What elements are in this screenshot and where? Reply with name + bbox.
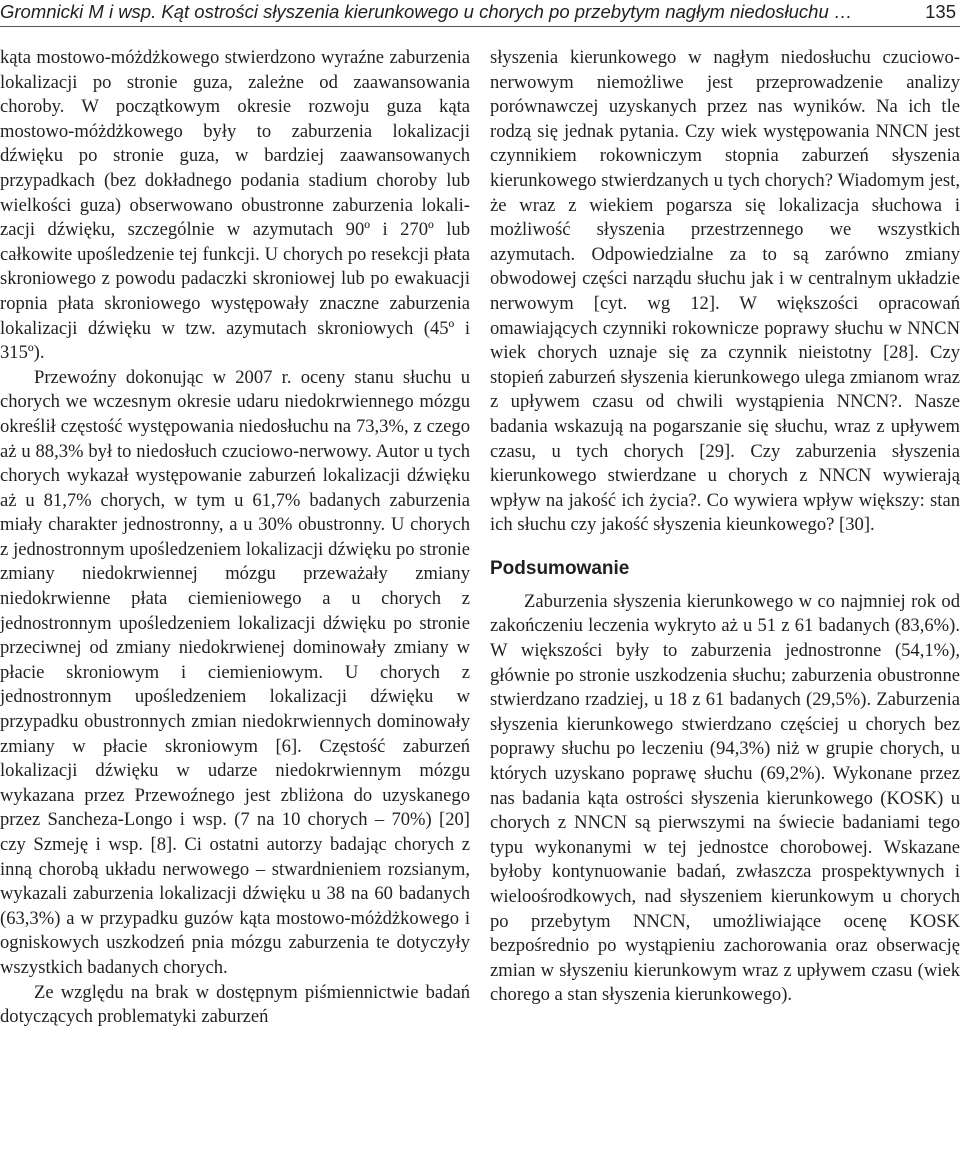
left-column [0, 46, 470, 1030]
paragraph: kąta mostowo-móżdżkowego stwierdzono wyraźne zaburzenia lokalizacji po stronie guza, zależne od zaawansowania choroby. W początkowym okresie rozwoju guza kąta mostowo-móżdżkowego były to zaburzenia lokalizacji dźwięku po stronie guza, w bardziej zaawansowanych przypadkach (bez dokładnego podania stadium choroby lub wielkości guza) obserwowano obustronne zaburzenia lokalizacji dźwięku, szczególnie w azymutach 90º i 270º lub całkowite upośledzenie tej funkcji. U chorych po resekcji płata skroniowego z powodu padaczki skroniowej lub po ewakuacji ropnia płata skroniowego występowały znaczne zaburzenia lokalizacji dźwięku w tzw. azymutach skroniowych (45º i 315º). [0, 47, 470, 364]
header-divider [0, 26, 960, 27]
running-title: Gromnicki M i wsp. Kąt ostrości słyszenia kierunkowego u chorych po przebytym nagłym niedosłuchu … [0, 1, 853, 22]
right-column [490, 46, 960, 1008]
page-number: 135 [925, 1, 956, 22]
paragraph: Ze względu na brak w dostępnym piśmiennictwie badań dotyczących problematyki zaburzeń [0, 981, 470, 1028]
running-header [0, 0, 960, 26]
section-heading: Podsumowanie [490, 557, 630, 579]
paragraph: Przewoźny dokonując w 2007 r. oceny stanu słuchu u chorych we wczesnym okresie udaru niedokrwiennego mózgu określił częstość występowania niedosłuchu na 73,3%, z czego aż u 88,3% był to niedosłuch czuciowo-nerwowy. Autor u tych chorych wykazał występowanie zaburzeń lokalizacji dźwięku aż u 81,7% chorych, w tym u 61,7% badanych zaburzenia miały charakter jednostronny, a u 30% obustronny. U chorych z jednostronnym upośledzeniem lokalizacji dźwięku po stronie zmiany niedokrwiennej mózgu przeważały zmiany niedokrwienne płata ciemieniowego a u chorych z jednostronnym upośledzeniem lokalizacji dźwięku po stronie przeciwnej od zmiany niedokrwienej dominowały zmiany w płacie skroniowym i ciemieniowym. U chorych z jednostronnym upośledzeniem lokalizacji dźwięku w przypadku obustronnych zmian niedokrwiennych dominowały zmiany w płacie skroniowym [6]. Częstość zaburzeń lokalizacji dźwięku w udarze niedokrwiennym mózgu wykazana przez Przewoźnego jest zbliżona do uzyskanego przez Sancheza-Longo i wsp. (7 na 10 chorych – 70%) [20] czy Szmeję i wsp. [8]. Ci ostatni autorzy badając chorych z inną chorobą układu nerwowego – stwardnieniem rozsianym, wykazali zaburzenia lokalizacji dźwięku u 38 na 60 badanych (63,3%) a w przypadku guzów kąta mostowo-móżdżkowego i ogniskowych uszkodzeń pnia mózgu zaburzenia te dotyczyły wszystkich badanych chorych. [0, 366, 470, 978]
paragraph: Zaburzenia słyszenia kierunkowego w co najmniej rok od zakończeniu leczenia wykryto aż u 51 z 61 badanych (83,6%). W większości były to zaburzenia jednostronne (54,1%), głównie po stronie uszkodzenia słuchu; zaburzenia obustronne stwierdzano rzadziej, u 18 z 61 badanych (29,5%). Zaburzenia słyszenia kierunkowego stwierdzano częściej u chorych bez poprawy słuchu po leczeniu (94,3%) niż w grupie chorych, u których uzyskano poprawę słuchu (69,2%). Wykonane przez nas badania kąta ostrości słyszenia kierunkowego (KOSK) u chorych z NNCN są pierwszymi na świecie badaniami tego typu wykonanymi w tej jednostce chorobowej. Wskazane byłoby kontynuowanie badań, zwłaszcza prospektywnych i wieloośrodkowych, nad słyszeniem kierunkowym u chorych po przebytym NNCN, umożliwiające ocenę KOSK bezpośrednio po wystąpieniu zachorowania oraz obserwację zmian w słyszeniu kierunkowym wraz z upływem czasu (wiek chorego a stan słyszenia kierunkowego). [490, 590, 960, 1006]
paragraph: słyszenia kierunkowego w nagłym niedosłuchu czuciowo-nerwowym niemożliwe jest przeprowadzenie analizy porównawczej uzyskanych przez nas wyników. Na ich tle rodzą się jednak pytania. Czy wiek występowania NNCN jest czynnikiem rokowniczym stopnia zaburzeń słyszenia kierunkowego stwierdzanych u tych chorych? Wiadomym jest, że wraz z wiekiem pogarsza się lokalizacja słuchowa i możliwość słyszenia przestrzennego we wszystkich azymutach. Odpowiedzialne za to są zarówno zmiany obwodowej części narządu słuchu jak i w centralnym układzie nerwowym [cyt. wg 12]. W większości opracowań omawiających czynniki rokownicze poprawy słuchu w NNCN wiek chorych uznaje się za czynnik nieistotny [28]. Czy stopień zaburzeń słyszenia kierunkowego ulega zmianom wraz z upływem czasu od chwili wystąpienia NNCN?. Nasze badania wskazują na pogarszanie się słuchu, wraz z upływem czasu, u tych chorych [29]. Czy zaburzenia słyszenia kierunkowego stwierdzane u chorych z NNCN wywierają wpływ na jakość ich życia?. Co wywiera wpływ większy: stan ich słuchu czy jakość słyszenia kieunkowego? [30]. [490, 47, 960, 536]
